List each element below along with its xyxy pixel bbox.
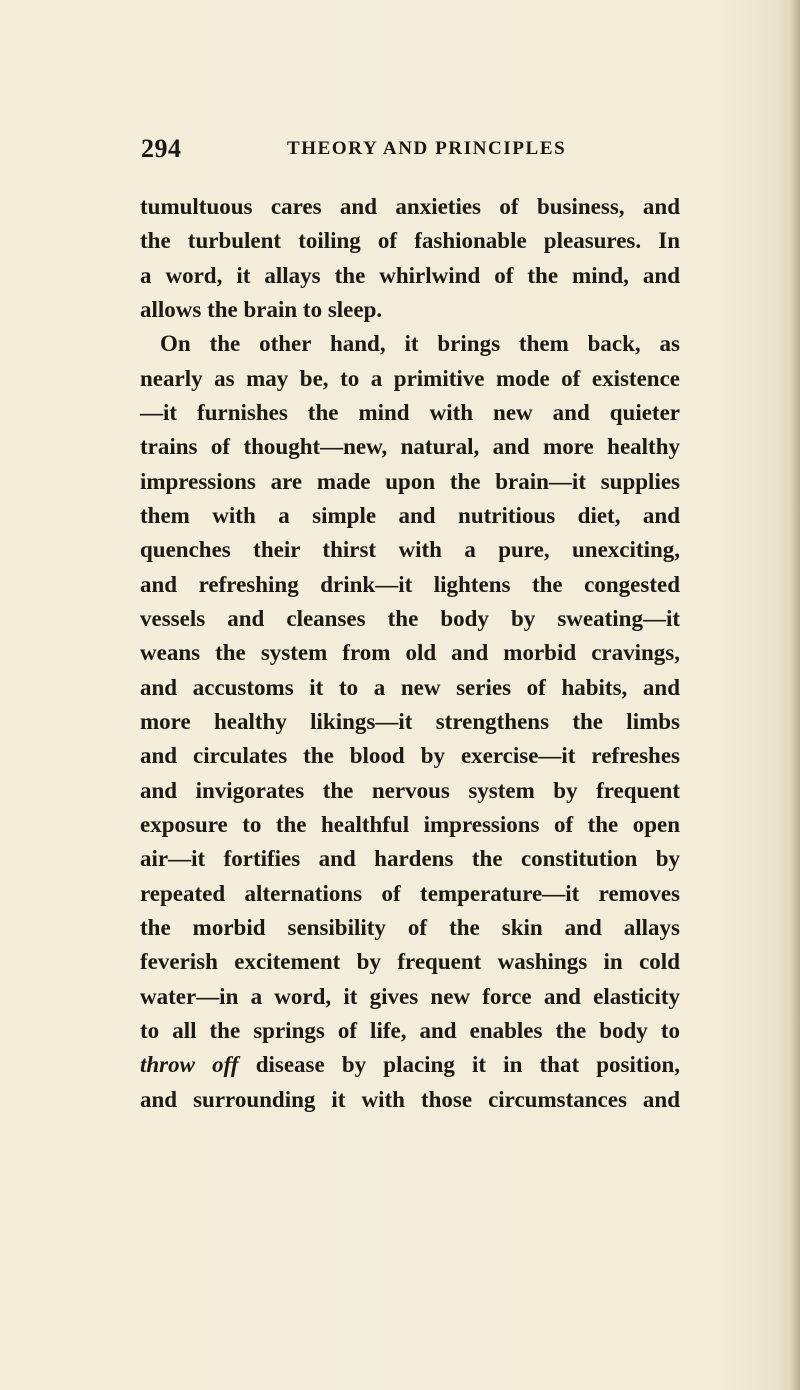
text-line: and circulates the blood by exercise—it refreshes: [140, 743, 680, 769]
page-edge-shadow: [790, 0, 800, 1390]
text-line: impressions are made upon the brain—it supplies: [140, 468, 680, 494]
text-line: more healthy likings—it strengthens the limbs: [140, 708, 680, 734]
text-line: nearly as may be, to a primitive mode of existence: [140, 365, 680, 391]
text-line: repeated alternations of temperature—it removes: [140, 880, 680, 906]
text-line: tumultuous cares and anxieties of business, and: [140, 194, 680, 219]
text-line: exposure to the healthful impressions of the open: [140, 811, 680, 837]
body-text: [140, 190, 680, 1117]
text-line: them with a simple and nutritious diet, and: [140, 502, 680, 528]
paragraph-start-line: On the other hand, it brings them back, as: [160, 331, 680, 357]
running-head: THEORY AND PRINCIPLES: [287, 138, 567, 159]
text-line: vessels and cleanses the body by sweating—it: [140, 605, 680, 631]
text-line-rest: disease by placing it in that position,: [255, 1052, 680, 1078]
italic-phrase: throw off: [140, 1052, 239, 1078]
text-line: and accustoms it to a new series of habits, and: [140, 674, 680, 700]
text-line: and refreshing drink—it lightens the congested: [140, 571, 680, 597]
text-line: allows the brain to sleep.: [140, 296, 383, 322]
text-line: the morbid sensibility of the skin and allays: [140, 914, 680, 940]
text-line: —it furnishes the mind with new and quieter: [140, 399, 680, 425]
text-line: and invigorates the nervous system by frequent: [140, 777, 680, 803]
text-line: to all the springs of life, and enables the body to: [140, 1017, 680, 1043]
text-line: and surrounding it with those circumstances and: [140, 1086, 680, 1112]
text-line-with-italic: [140, 1048, 680, 1082]
page-number: 294: [141, 134, 182, 163]
text-line: the turbulent toiling of fashionable pleasures. In: [140, 228, 680, 254]
text-line: weans the system from old and morbid cravings,: [140, 640, 680, 666]
text-line: air—it fortifies and hardens the constitution by: [140, 846, 680, 872]
text-line: quenches their thirst with a pure, unexciting,: [140, 537, 680, 563]
text-line: a word, it allays the whirlwind of the mind, and: [140, 262, 680, 288]
text-line: feverish excitement by frequent washings in cold: [140, 949, 680, 975]
text-line: trains of thought—new, natural, and more healthy: [140, 434, 680, 460]
page-header: [141, 134, 661, 168]
text-line: water—in a word, it gives new force and elasticity: [140, 983, 680, 1009]
